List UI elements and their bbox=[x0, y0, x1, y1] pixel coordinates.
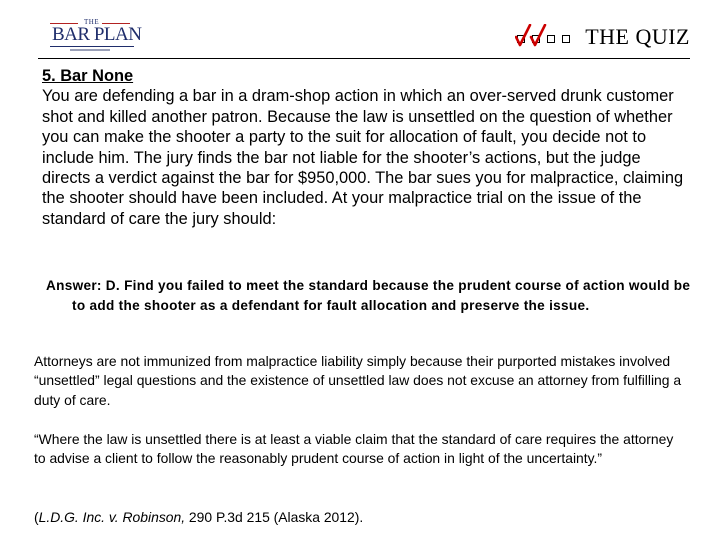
logo-small-text: THE bbox=[84, 18, 100, 26]
quote-paragraph: “Where the law is unsettled there is at least a viable claim that the standard of care requires the attorney to advise a client to follow the reasonably prudent course of action in light of the uncertainty.” bbox=[34, 431, 674, 467]
logo-main-text: BAR PLAN bbox=[52, 24, 142, 45]
question-title: 5. Bar None bbox=[42, 67, 134, 85]
checkmark-icon bbox=[515, 24, 577, 50]
answer-text: Answer: D. Find you failed to meet the standard because the prudent course of action would be to add the shooter as a defendant for fault allocation and preserve the issue. bbox=[46, 278, 691, 313]
progress-checkboxes bbox=[515, 24, 577, 50]
logo-tagline bbox=[70, 49, 110, 51]
page-title: THE QUIZ bbox=[585, 24, 690, 49]
case-citation bbox=[34, 508, 363, 527]
explanation-paragraph: Attorneys are not immunized from malpractice liability simply because their purported mistakes involved “unsettled” legal questions and the existence of unsettled law does not excuse an attorney from fulfilling a duty of care. bbox=[34, 353, 682, 408]
header-divider bbox=[38, 58, 690, 59]
question-block bbox=[42, 66, 692, 229]
citation-case-name: L.D.G. Inc. v. Robinson, bbox=[38, 509, 186, 525]
bar-plan-logo bbox=[50, 18, 140, 54]
citation-open: ( bbox=[34, 509, 39, 525]
citation-reference: 290 P.3d 215 (Alaska 2012). bbox=[185, 509, 364, 525]
quiz-header bbox=[515, 22, 690, 52]
logo-underline bbox=[50, 46, 134, 47]
question-body: You are defending a bar in a dram-shop action in which an over-served drunk customer shot and killed another patron. Because the law is unsettled on the question of whether you can make the shooter a party to the suit for allocation of fault, you decide not to include him. The jury finds the bar not liable for the shooter’s actions, but the judge directs a verdict against the bar for $950,000. The bar sues you for malpractice, claiming the shooter should have been included. At your malpractice trial on the issue of the standard of care the jury should: bbox=[42, 87, 684, 228]
